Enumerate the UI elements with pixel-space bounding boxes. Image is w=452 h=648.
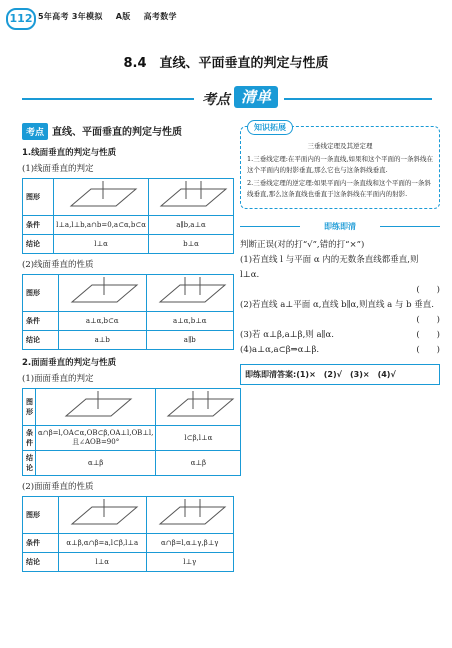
plane-figure — [158, 391, 238, 421]
plane-figure — [150, 277, 230, 307]
cell: α⊥β,α∩β=a,l⊂β,l⊥a — [59, 534, 147, 553]
cell: l⊥a,l⊥b,a∩b=0,a⊂α,b⊂α — [54, 216, 149, 235]
cell: l⊥α — [54, 235, 149, 254]
heading-2a: (1)面面垂直的判定 — [22, 374, 94, 384]
label-figure: 图形 — [23, 179, 54, 216]
answer-paren: ( ) — [416, 315, 440, 325]
heading-1a: (1)线面垂直的判定 — [22, 164, 94, 174]
figure-cell — [156, 389, 241, 426]
label-conclusion: 结论 — [23, 451, 36, 476]
heading-1b: (2)线面垂直的性质 — [22, 260, 94, 270]
cell: l⊥γ — [146, 553, 234, 572]
header-text — [38, 11, 187, 22]
label-conclusion: 结论 — [23, 235, 54, 254]
knowledge-title: 三垂线定理及其逆定理 — [307, 142, 373, 150]
answer-paren: ( ) — [416, 345, 440, 355]
cell: l⊂β,l⊥α — [156, 426, 241, 451]
label-figure: 图形 — [23, 275, 59, 312]
heading-2b: (2)面面垂直的性质 — [22, 482, 94, 492]
plane-figure — [62, 277, 142, 307]
practice-heading: 即练即清 — [240, 221, 440, 232]
question-2: (2)若直线 a⊥平面 α,直线 b∥α,则直线 a 与 b 垂直. ( ) — [240, 298, 440, 328]
figure-cell — [146, 497, 234, 534]
figure-cell — [59, 275, 147, 312]
question-4: (4)a⊥α,a⊂β⇒α⊥β. ( ) — [240, 343, 440, 358]
section-title: 8.4 直线、平面垂直的判定与性质 — [123, 56, 329, 71]
practice-intro: 判断正误(对的打“√”,错的打“×”) — [240, 240, 365, 250]
plane-figure — [61, 181, 141, 211]
cell: l⊥α — [59, 553, 147, 572]
cell: α∩β=l,OA⊂α,OB⊂β,OA⊥l,OB⊥l,且∠AOB=90° — [36, 426, 156, 451]
cell: α⊥β — [36, 451, 156, 476]
table-2 — [22, 274, 234, 350]
cell: a∥b — [146, 331, 234, 350]
answer-paren: ( ) — [416, 285, 440, 295]
table-1 — [22, 178, 234, 254]
plane-figure — [150, 499, 230, 529]
question-3: (3)若 α⊥β,a⊥β,则 a∥α. ( ) — [240, 328, 440, 343]
heading-2: 2.面面垂直的判定与性质 — [22, 358, 117, 368]
table-3 — [22, 388, 241, 476]
label-condition: 条件 — [23, 312, 59, 331]
answer-key: 即练即清答案:(1)× (2)√ (3)× (4)√ — [240, 364, 440, 385]
cell: a∥b,a⊥α — [149, 216, 234, 235]
left-column — [22, 120, 234, 572]
page-header — [0, 0, 452, 34]
cell: α∩β=l,α⊥γ,β⊥γ — [146, 534, 234, 553]
banner-part2: 清单 — [234, 86, 278, 108]
figure-cell — [36, 389, 156, 426]
banner — [22, 88, 432, 108]
plane-figure — [56, 391, 136, 421]
figure-cell — [59, 497, 147, 534]
label-figure: 图形 — [23, 497, 59, 534]
topic-tag: 考点 — [22, 123, 48, 140]
edition: A版 — [115, 12, 131, 21]
label-condition: 条件 — [23, 426, 36, 451]
banner-pill — [194, 88, 284, 108]
figure-cell — [149, 179, 234, 216]
figure-cell — [146, 275, 234, 312]
knowledge-point-2: 2.三垂线定理的逆定理:如果平面内一条直线和这个平面的一条斜线垂直,那么这条直线也垂直于这条斜线在平面内的射影. — [247, 179, 431, 198]
figure-cell — [54, 179, 149, 216]
topic-title: 直线、平面垂直的判定与性质 — [52, 127, 183, 138]
cell: a⊥α,b⊥α — [146, 312, 234, 331]
cell: a⊥b — [59, 331, 147, 350]
right-column — [240, 120, 440, 385]
knowledge-tag: 知识拓展 — [247, 120, 293, 135]
page-number: 112 — [6, 8, 36, 30]
subject: 高考数学 — [143, 12, 177, 21]
label-conclusion: 结论 — [23, 553, 59, 572]
label-conclusion: 结论 — [23, 331, 59, 350]
book-title: 5年高考 3年模拟 — [38, 12, 103, 21]
answer-paren: ( ) — [416, 330, 440, 340]
table-4 — [22, 496, 234, 572]
heading-1: 1.线面垂直的判定与性质 — [22, 148, 117, 158]
knowledge-box — [240, 123, 440, 209]
plane-figure — [151, 181, 231, 211]
knowledge-point-1: 1.三垂线定理:在平面内的一条直线,如果和这个平面的一条斜线在这个平面内的射影垂直,那么它也与这条斜线垂直. — [247, 155, 433, 174]
question-1: (1)若直线 l 与平面 α 内的无数条直线都垂直,则 l⊥α. ( ) — [240, 253, 440, 298]
label-figure: 图形 — [23, 389, 36, 426]
plane-figure — [62, 499, 142, 529]
cell: b⊥α — [149, 235, 234, 254]
label-condition: 条件 — [23, 216, 54, 235]
label-condition: 条件 — [23, 534, 59, 553]
cell: a⊥α,b⊂α — [59, 312, 147, 331]
banner-part1: 考点 — [202, 92, 230, 108]
cell: α⊥β — [156, 451, 241, 476]
